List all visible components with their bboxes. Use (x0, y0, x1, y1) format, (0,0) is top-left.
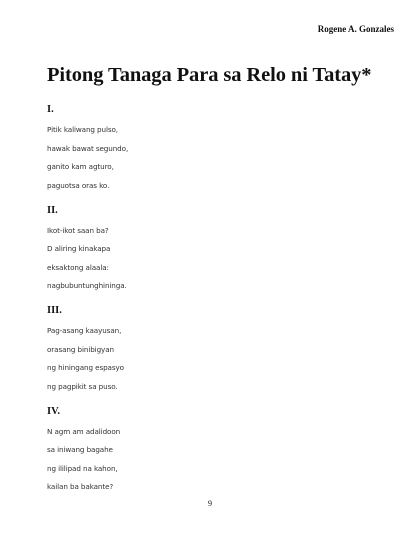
verse-line: kailan ba bakante? (47, 482, 114, 491)
author-header: Rogene A. Gonzales (317, 24, 394, 34)
verse-line: N agm am adalidoon (47, 426, 121, 436)
section-heading: II. (47, 204, 58, 216)
section-heading: IV. (47, 405, 60, 417)
poem-section-4 (47, 406, 377, 492)
poem-section-1 (47, 104, 377, 190)
poem-section-2 (47, 205, 377, 291)
poem-title: Pitong Tanaga Para sa Relo ni Tatay* (47, 64, 372, 86)
section-heading: III. (47, 305, 62, 316)
section-heading: I. (47, 104, 54, 115)
verse-line: nagbubuntunghininga. (47, 281, 127, 290)
verse-line: Pag-asang kaayusan, (47, 326, 122, 335)
verse-line: ng ililipad na kahon, (47, 463, 118, 473)
verse-line: Ikot-ikot saan ba? (47, 225, 109, 235)
verse-line: eksaktong alaala: (47, 262, 109, 272)
page-number: 9 (208, 499, 212, 508)
poem-section-3 (47, 305, 377, 391)
poem-sections (47, 104, 377, 506)
verse-line: D aliring kinakapa (47, 244, 111, 253)
verse-line: Pitik kaliwang pulso, (47, 125, 118, 134)
verse-line: ng pagpikit sa puso. (47, 381, 118, 391)
verse-line: ganito kam agturo, (47, 162, 114, 171)
verse-line: hawak bawat segundo, (47, 143, 129, 153)
verse-line: ng hiningang espasyo (47, 363, 124, 372)
verse-line: sa iniwang bagahe (47, 445, 113, 454)
verse-line: paguotsa oras ko. (47, 180, 110, 190)
verse-line: orasang binibigyan (47, 344, 114, 354)
